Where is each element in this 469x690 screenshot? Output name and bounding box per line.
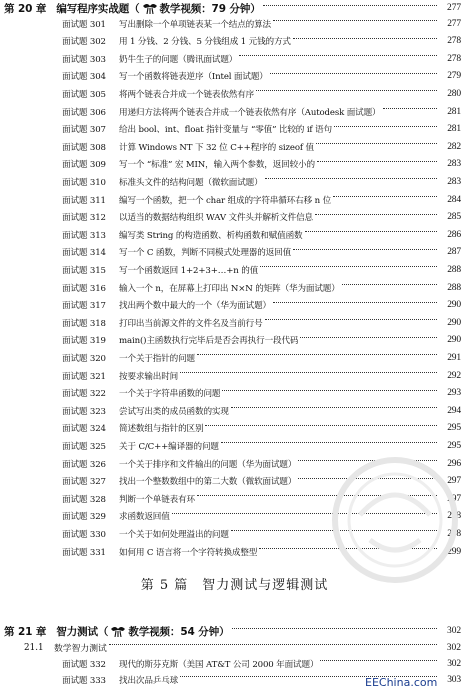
entry-id: 面试题 301 <box>62 19 106 30</box>
entry-page: 299 <box>447 546 461 557</box>
entry-id: 面试题 332 <box>62 659 106 670</box>
toc-entry <box>62 656 461 671</box>
leader-dots <box>260 266 437 267</box>
entry-title: 写出删除一个单项链表某一个结点的算法 <box>119 19 271 30</box>
entry-id: 面试题 326 <box>62 459 106 470</box>
toc-entry <box>62 403 461 418</box>
entry-id: 面试题 309 <box>62 160 106 171</box>
entry-page: 294 <box>447 405 461 416</box>
entry-title: 以适当的数据结构组织 WAV 文件头并解析文件信息 <box>119 213 313 224</box>
entry-page: 291 <box>447 352 461 363</box>
entry-title: 简述数组与指针的区别 <box>119 424 204 435</box>
leader-dots <box>383 108 438 109</box>
entry-id: 面试题 302 <box>62 37 106 48</box>
entry-id: 面试题 321 <box>62 371 106 382</box>
entry-id: 面试题 329 <box>62 512 106 523</box>
entry-title: 奶牛生子的问题（腾讯面试题） <box>119 54 238 65</box>
entry-page: 283 <box>447 176 461 187</box>
toc-entry <box>62 210 461 225</box>
entry-title: 判断一个单链表有环 <box>119 494 195 505</box>
entry-page: 297 <box>447 493 461 504</box>
chapter-number: 第 21 章 <box>4 625 47 638</box>
leader-dots <box>231 407 437 408</box>
entry-page: 298 <box>447 511 461 522</box>
part-title: 智力测试与逻辑测试 <box>202 578 329 593</box>
toc-entry <box>62 315 461 330</box>
toc-entry <box>62 51 461 66</box>
toc-entry <box>62 69 461 84</box>
entry-title: 写一个函数返回 1+2+3+…+n 的值 <box>119 265 259 276</box>
entry-title: 找出两个数中最大的一个（华为面试题） <box>119 301 271 312</box>
entry-page: 280 <box>447 88 461 99</box>
entry-id: 面试题 306 <box>62 107 106 118</box>
entry-id: 面试题 333 <box>62 675 106 686</box>
leader-dots <box>180 372 437 373</box>
entry-page: 298 <box>447 528 461 539</box>
entry-page: 290 <box>447 300 461 311</box>
part-number: 第 5 篇 <box>140 578 189 593</box>
entry-title: 编写类 String 的构造函数、析构函数和赋值函数 <box>119 230 303 241</box>
entry-id: 面试题 330 <box>62 529 106 540</box>
entry-title: 现代的斯芬克斯（美国 AT&T 公司 2000 年面试题） <box>119 659 319 670</box>
chapter-video-label: 教学视频：54 分钟） <box>128 625 230 638</box>
entry-title: 找出次品乒乓球 <box>119 675 179 686</box>
entry-title: main()主函数执行完毕后是否会再执行一段代码 <box>119 336 299 347</box>
entry-id: 面试题 327 <box>62 477 106 488</box>
leader-dots <box>333 196 437 197</box>
chapter-page: 277 <box>447 3 461 13</box>
entry-title: 如何用 C 语言将一个字符转换成整型 <box>119 547 258 558</box>
leader-dots <box>265 319 437 320</box>
leader-dots <box>334 126 437 127</box>
leader-dots <box>273 20 437 21</box>
entry-title: 写一个 C 函数，判断不同模式处理器的返回值 <box>119 248 292 259</box>
toc-entry <box>62 192 461 207</box>
toc-entry <box>62 34 461 49</box>
entry-id: 面试题 307 <box>62 125 106 136</box>
entry-title: 写一个 “标准” 宏 MIN，输入两个参数，返回较小的 <box>119 160 315 171</box>
leader-dots <box>222 390 437 391</box>
entry-page: 293 <box>447 388 461 399</box>
toc-entry <box>62 280 461 295</box>
entry-page: 284 <box>447 194 461 205</box>
entry-id: 面试题 308 <box>62 142 106 153</box>
toc-entry <box>62 350 461 365</box>
toc-entry <box>62 386 461 401</box>
entry-page: 290 <box>447 335 461 346</box>
entry-page: 297 <box>447 476 461 487</box>
entry-id: 面试题 303 <box>62 54 106 65</box>
chapter-title: 智力测试（ <box>56 625 109 638</box>
leader-dots <box>293 249 437 250</box>
entry-page: 292 <box>447 370 461 381</box>
entry-page: 281 <box>447 124 461 135</box>
entry-title: 写一个函数将链表逆序（Intel 面试题） <box>119 72 268 83</box>
entry-id: 面试题 320 <box>62 353 106 364</box>
entry-title: 尝试写出类的成员函数的实现 <box>119 406 229 417</box>
leader-dots <box>305 231 438 232</box>
entry-title: 找出一个整数数组中的第二大数（微软面试题） <box>119 477 297 488</box>
entry-title: 一个关于字符串函数的问题 <box>119 389 221 400</box>
entry-title: 一个关于指针的问题 <box>119 353 195 364</box>
toc-entry <box>62 86 461 101</box>
chapter-title-group <box>56 1 260 16</box>
toc-entry <box>62 122 461 137</box>
toc-entry <box>62 16 461 31</box>
entry-id: 面试题 322 <box>62 389 106 400</box>
toc-entry <box>62 104 461 119</box>
toc-entry <box>62 421 461 436</box>
leader-dots <box>232 628 438 629</box>
entry-title: 一个关于排序和文件输出的问题（华为面试题） <box>119 459 297 470</box>
entry-id: 面试题 310 <box>62 177 106 188</box>
leader-dots <box>205 425 437 426</box>
entry-page: 278 <box>447 53 461 64</box>
leader-dots <box>293 38 437 39</box>
watermark-seal-icon <box>330 455 460 585</box>
leader-dots <box>300 337 437 338</box>
chapter-number: 第 20 章 <box>4 2 47 15</box>
entry-page: 277 <box>447 18 461 29</box>
toc-entry <box>62 298 461 313</box>
entry-page: 288 <box>447 282 461 293</box>
entry-page: 302 <box>447 658 461 669</box>
entry-title: 一个关于如何处理溢出的问题 <box>119 529 229 540</box>
toc-entry <box>62 139 461 154</box>
entry-page: 287 <box>447 247 461 258</box>
entry-page: 295 <box>447 440 461 451</box>
leader-dots <box>317 161 437 162</box>
entry-title: 关于 C/C++编译器的问题 <box>119 441 219 452</box>
entry-title: 打印出当前源文件的文件名及当前行号 <box>119 318 263 329</box>
leader-dots <box>197 354 437 355</box>
entry-id: 面试题 331 <box>62 547 106 558</box>
leader-dots <box>316 143 437 144</box>
entry-page: 279 <box>447 71 461 82</box>
entry-id: 面试题 315 <box>62 265 106 276</box>
entry-page: 281 <box>447 106 461 117</box>
entry-page: 286 <box>447 229 461 240</box>
entry-id: 面试题 317 <box>62 301 106 312</box>
entry-id: 面试题 316 <box>62 283 106 294</box>
entry-page: 290 <box>447 317 461 328</box>
toc-entry <box>62 227 461 242</box>
chapter-title: 编写程序实战题（ <box>56 2 140 15</box>
entry-id: 面试题 318 <box>62 318 106 329</box>
film-camera-icon <box>142 2 158 14</box>
leader-dots <box>273 302 437 303</box>
entry-id: 面试题 319 <box>62 336 106 347</box>
section-number: 21.1 <box>24 642 44 653</box>
entry-title: 用递归方法将两个链表合并成一个链表依然有序（Autodesk 面试题） <box>119 107 381 118</box>
toc-entry <box>62 333 461 348</box>
entry-page: 285 <box>447 212 461 223</box>
toc-entry <box>62 438 461 453</box>
entry-title: 求函数返回值 <box>119 512 170 523</box>
leader-dots <box>315 214 437 215</box>
entry-title: 计算 Windows NT 下 32 位 C++程序的 sizeof 值 <box>119 142 314 153</box>
leader-dots <box>342 284 437 285</box>
entry-id: 面试题 314 <box>62 248 106 259</box>
entry-id: 面试题 325 <box>62 441 106 452</box>
film-camera-icon <box>110 625 126 637</box>
chapter-20-heading <box>4 0 461 16</box>
entry-page: 278 <box>447 36 461 47</box>
entry-id: 面试题 323 <box>62 406 106 417</box>
section-title: 数学智力测试 <box>54 644 107 654</box>
leader-dots <box>270 73 437 74</box>
section-row <box>24 640 461 655</box>
entry-id: 面试题 311 <box>62 195 106 206</box>
chapter-video-label: 教学视频：79 分钟） <box>159 2 261 15</box>
leader-dots <box>221 442 437 443</box>
leader-dots <box>263 5 437 6</box>
entry-title: 输入一个 n，在屏幕上打印出 N×N 的矩阵（华为面试题） <box>119 283 340 294</box>
toc-entry <box>62 174 461 189</box>
entry-page: 295 <box>447 423 461 434</box>
entry-title: 按要求输出时间 <box>119 371 179 382</box>
entry-title: 用 1 分钱、2 分钱、5 分钱组成 1 元钱的方式 <box>119 37 291 48</box>
entry-id: 面试题 305 <box>62 89 106 100</box>
entry-title: 标准头文件的结构问题（微软面试题） <box>119 177 263 188</box>
entry-title: 将两个链表合并成一个链表依然有序 <box>119 89 255 100</box>
section-page: 302 <box>446 642 461 653</box>
entry-page: 303 <box>447 674 461 685</box>
leader-dots <box>320 660 437 661</box>
entry-id: 面试题 328 <box>62 494 106 505</box>
entry-page: 282 <box>447 141 461 152</box>
leader-dots <box>239 55 437 56</box>
entry-page: 296 <box>447 458 461 469</box>
entry-page: 288 <box>447 264 461 275</box>
entry-title: 给出 bool、int、float 指针变量与 “零值” 比较的 if 语句 <box>119 125 332 136</box>
chapter-page: 302 <box>447 626 461 636</box>
entry-id: 面试题 304 <box>62 72 106 83</box>
entry-id: 面试题 324 <box>62 424 106 435</box>
entry-id: 面试题 312 <box>62 213 106 224</box>
leader-dots <box>256 90 437 91</box>
toc-entry <box>62 368 461 383</box>
toc-entry <box>62 245 461 260</box>
entry-page: 283 <box>447 159 461 170</box>
leader-dots <box>109 644 437 645</box>
chapter-title-group <box>56 624 229 639</box>
entry-title: 编写一个函数，把一个 char 组成的字符串循环右移 n 位 <box>119 195 332 206</box>
chapter-21-heading <box>4 623 461 639</box>
watermark-text: EEChina.com <box>365 676 438 689</box>
leader-dots <box>265 178 437 179</box>
toc-entry <box>62 157 461 172</box>
toc-entry <box>62 262 461 277</box>
entry-id: 面试题 313 <box>62 230 106 241</box>
